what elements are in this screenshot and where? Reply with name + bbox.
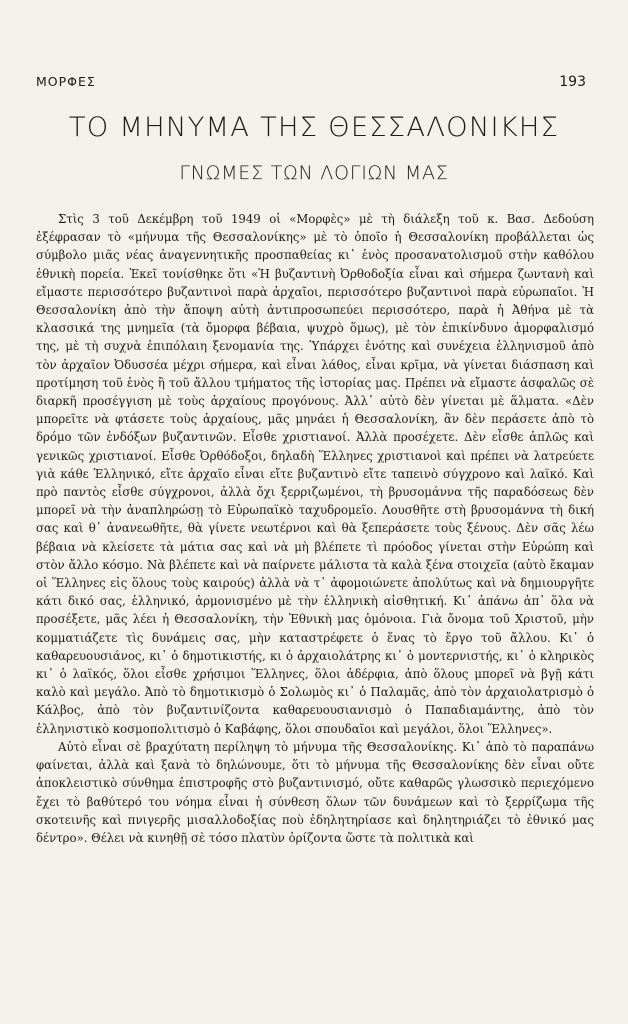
running-title: ΜΟΡΦΕΣ [36,74,96,89]
paragraph: Στὶς 3 τοῦ Δεκέμβρη τοῦ 1949 οἱ «Μορφὲς» μὲ τὴ διάλεξη τοῦ κ. Βασ. Δεδούση ἐξέφρασαν τὸ «μήνυμα τῆς Θεσσαλονίκης» μὲ τὸ ὁποῖο ἡ Θεσσαλονίκη προβάλλεται ὡς σύμβολο μιᾶς νέας ἀναγεννητικῆς προσπαθείας κι᾿ ἑνὸς προσανατολισμοῦ στὴν καθόλου ἐθνικὴ πορεία. Ἐκεῖ τονίσθηκε ὅτι «Ἡ βυζαντινὴ Ὀρθοδοξία εἶναι καὶ σήμερα ζωντανὴ καὶ εἴμαστε περισσότερο βυζαντινοὶ παρὰ ἀρχαῖοι, περισσότερο βυζαντινοὶ παρὰ εὐρωπαῖοι. Ἡ Θεσσαλονίκη ἀπὸ τὴν ἄποψη αὐτὴ ἀντιπροσωπεύει περισσότερο, παρὰ ἡ Ἀθήνα μὲ τὰ κλασσικά της μνημεῖα (τὰ ὄμορφα βέβαια, ψυχρὸ ὅμως), μὲ τὸν ἐπικίνδυνο ἀμορφαλισμό της, μὲ τὴ συχνὰ ἐπιπόλαιη ξενομανία της. Ὑπάρχει ἑνότης καὶ συνέχεια ἑλληνισμοῦ ἀπὸ τὸν ἀρχαῖον Ὀδυσσέα μέχρι σήμερα, καὶ εἶναι λάθος, εἶναι κρῖμα, νὰ γίνεται διάσπαση καὶ προτίμηση τοῦ ἑνὸς ἢ τοῦ ἄλλου τμήματος τῆς ἱστορίας μας. Πρέπει νὰ εἴμαστε ἀσφαλῶς σὲ διαρκῆ προσέγγιση μὲ τοὺς ἀρχαίους προγόνους. Ἀλλ᾿ αὐτὸ δὲν γίνεται μὲ ἅλματα. «Δὲν μπορεῖτε νὰ φτάσετε τοὺς ἀρχαίους, μᾶς μηνάει ἡ Θεσσαλονίκη, ἂν δὲν περάσετε ἀπὸ τὸ δρόμο τῶν ἐνδόξων βυζαντινῶν. Εἶσθε χριστιανοί. Ἀλλὰ προσέχετε. Δὲν εἶσθε ἁπλῶς καὶ γενικῶς χριστιανοί. Εἶσθε Ὀρθόδοξοι, δηλαδὴ Ἕλληνες χριστιανοὶ καὶ πρέπει νὰ λατρεύετε γιὰ κάθε Ἑλληνικό, εἴτε ἀρχαῖο εἶναι εἴτε βυζαντινὸ εἴτε ταπεινὸ σύγχρονο καὶ λαϊκό. Καὶ πρὸ παντὸς εἶσθε σύγχρονοι, ἀλλὰ ὄχι ξερριζωμένοι, τὴ βρυσομάννα τῆς παραδόσεως δὲν μπορεῖ νὰ τὴν ἀναπληρώσῃ τὸ Εὐρωπαϊκὸ ταχυδρομεῖο. Λουσθῆτε στὴ βρυσομάννα τὴ δική σας καὶ θ᾿ ἀνανεωθῆτε, θὰ γίνετε νεωτέρνοι καὶ θὰ ξεπεράσετε τοὺς ξένους. Δὲν σᾶς λέω βέβαια νὰ κλείσετε τὰ μάτια σας καὶ νὰ μὴ βλέπετε τὶ πρόοδος γίνεται στὴν Εὐρώπη καὶ στὸν ἄλλο κόσμο. Νὰ βλέπετε καὶ νὰ παίρνετε μάλιστα τὰ καλὰ ξένα στοιχεῖα (αὐτὸ ἔκαμαν οἱ Ἕλληνες εἰς ὅλους τοὺς καιρούς) ἀλλὰ νὰ τ᾿ ἀφομοιώνετε ἀπολύτως καὶ νὰ δημιουργῆτε κάτι δικό σας, ἑλληνικό, ἁρμονισμένο μὲ τὴν ἑλληνικὴ αἰσθητική. Κι᾿ ἀπάνω ἀπ᾿ ὅλα νὰ προσέξετε, μᾶς λέει ἡ Θεσσαλονίκη, τὴν Ἐθνικὴ μας ὁμόνοια. Γιὰ ὄνομα τοῦ Χριστοῦ, μὴν κομματιάζετε τὶς δυνάμεις σας, μὴν καταστρέφετε ὁ ἕνας τὸ ἔργο τοῦ ἄλλου. Κι᾿ ὁ καθαρευουσιάνος, κι᾿ ὁ δημοτικιστής, κι ὁ ἀρχαιολάτρης κι᾿ ὁ μοντερνιστής, κι᾿ ὁ κληρικὸς κι᾿ ὁ λαϊκός, ὅλοι εἶσθε χρήσιμοι Ἕλληνες, ὅλοι ἀδέρφια, ἀπὸ ὅλους μπορεῖ νὰ βγῇ κάτι καλὸ καὶ μεγάλο. Ἀπὸ τὸ δημοτικισμὸ ὁ Σολωμὸς κι᾿ ὁ Παλαμᾶς, ἀπὸ τὸν ἀρχαιολατρισμὸ ὁ Κάλβος, ἀπὸ τὸν βυζαντινίζοντα καθαρευουσιανισμὸ ὁ Παπαδιαμάντης, ἀπὸ τὸν ἑλληνιστικὸ κοσμοπολιτισμὸ ὁ Καβάφης, ὅλοι σπουδαῖοι καὶ μεγάλοι, ὅλοι Ἕλληνες». [36,212,594,736]
article-title: ΤΟ ΜΗΝΥΜΑ ΤΗΣ ΘΕΣΣΑΛΟΝΙΚΗΣ [68,112,560,143]
running-header [36,74,586,90]
paragraph: Αὐτὸ εἶναι σὲ βραχύτατη περίληψη τὸ μήνυμα τῆς Θεσσαλονίκης. Κι᾿ ἀπὸ τὸ παραπάνω φαίνεται, ἀλλὰ καὶ ξανὰ τὸ δηλώνουμε, ὅτι τὸ μήνυμα τῆς Θεσσαλονίκης δὲν εἶναι οὔτε ἀποκλειστικὸ σύνθημα ἐπιστροφῆς στὸ βυζαντινισμό, οὔτε καθαρῶς γλωσσικὸ περιεχόμενο ἔχει τὸ βαθύτερό του νόημα εἶναι ἡ σύνθεση ὅλων τῶν δυνάμεων καὶ τὸ ξερρίζωμα τῆς σκοτεινῆς καὶ πνιγερῆς μισαλλοδοξίας ποὺ ἐδηλητηρίασε καὶ δηλητηριάζει τὸ ἐθνικό μας δέντρο». Θέλει νὰ κινηθῇ σὲ τόσο πλατὺν ὁρίζοντα ὥστε τὰ πολιτικὰ καὶ [36,739,594,845]
article-body [36,210,594,847]
page-number: 193 [559,74,586,90]
article-subtitle: ΓΝΩΜΕΣ ΤΩΝ ΛΟΓΙΩΝ ΜΑΣ [179,162,449,184]
